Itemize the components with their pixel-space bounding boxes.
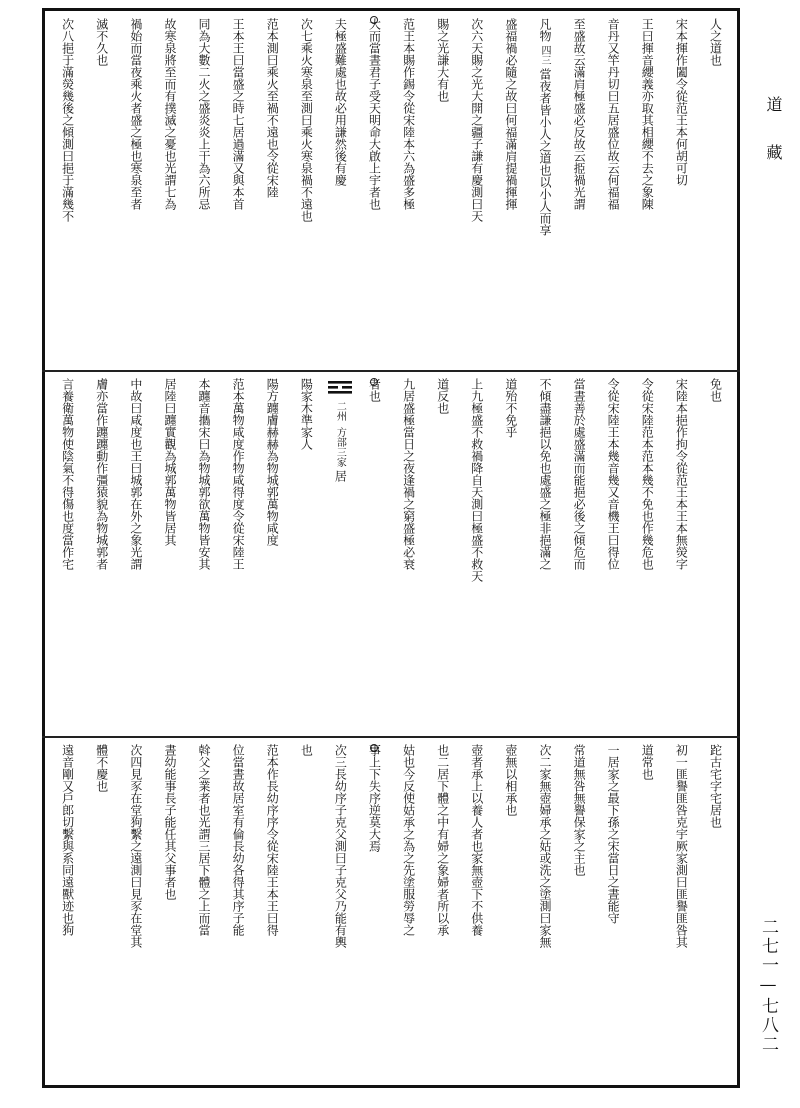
text-column bbox=[562, 744, 596, 1082]
text-column bbox=[84, 18, 118, 366]
text-column bbox=[118, 18, 152, 366]
column-text: 膚亦當作躔躔動作彊猿貌為物城郭者 bbox=[94, 378, 109, 570]
column-text: 令從宋陸范本范本幾不免也作幾危也 bbox=[640, 378, 655, 570]
text-column bbox=[630, 378, 664, 732]
text-column bbox=[596, 744, 630, 1082]
column-text: 常道無咎無譽保家之主也 bbox=[572, 744, 587, 876]
text-column bbox=[459, 18, 493, 366]
text-column bbox=[391, 378, 425, 732]
column-text: 一居家之最下孫之宋當日之晝能守 bbox=[606, 744, 621, 924]
column-text: 晝幼能事長子能任其父事者也 bbox=[162, 744, 177, 900]
text-column bbox=[323, 744, 357, 1082]
column-text: 不傾盡謙挹以免也處盛之極非挹滿之 bbox=[537, 378, 552, 570]
column-text: 次八挹于滿熒幾後之傾測曰挹于滿幾不 bbox=[60, 18, 75, 222]
text-column bbox=[289, 378, 323, 732]
column-text: 事上下失序逆莫大焉 bbox=[367, 744, 382, 852]
column-text: 賜之光謙大有也 bbox=[435, 18, 450, 102]
text-column bbox=[221, 18, 255, 366]
text-column bbox=[289, 744, 323, 1082]
column-text: 道殆不免乎 bbox=[503, 378, 518, 438]
column-text: 體不慶也 bbox=[94, 744, 109, 792]
text-column bbox=[425, 18, 459, 366]
marginal-note: 方部三家 bbox=[334, 427, 346, 467]
text-panel-top bbox=[42, 18, 740, 366]
column-text: 跎古宅字宅居也 bbox=[708, 744, 723, 828]
column-text: 居陸曰躔實觀為城郭萬物皆居其 bbox=[162, 378, 177, 546]
text-column bbox=[664, 744, 698, 1082]
column-text: 者也 bbox=[367, 378, 382, 402]
text-column bbox=[221, 378, 255, 732]
column-text: 也 bbox=[299, 744, 314, 756]
text-column bbox=[664, 18, 698, 366]
text-column bbox=[425, 744, 459, 1082]
text-column bbox=[527, 18, 561, 366]
text-column bbox=[357, 378, 391, 732]
column-text: 初一匪譽匪咎克宇厥家測曰匪譽匪咎其 bbox=[674, 744, 689, 948]
text-column bbox=[255, 18, 289, 366]
column-text: 宋陸本挹作拘令從范王本王本無熒字 bbox=[674, 378, 689, 570]
column-text: 本躔音㩦宋曰為物城郭欲萬物皆安其 bbox=[197, 378, 212, 570]
text-column bbox=[664, 378, 698, 732]
column-text: 次七乘火寒泉至測曰乘火寒泉禍不遠也 bbox=[299, 18, 314, 222]
text-column bbox=[152, 744, 186, 1082]
marginal-note: 二州 bbox=[334, 401, 346, 421]
text-column bbox=[698, 378, 732, 732]
text-column bbox=[187, 378, 221, 732]
text-column bbox=[152, 18, 186, 366]
page-number: 二七一—七八二 bbox=[758, 918, 778, 1054]
column-text: 陽家木準家人 bbox=[299, 378, 314, 450]
text-column bbox=[391, 18, 425, 366]
column-text: 壺者承上以養人者也家無壺下不供養 bbox=[469, 744, 484, 936]
text-column bbox=[187, 18, 221, 366]
column-text: 次四見豕在堂狗繫之遠測曰見豕在堂其 bbox=[128, 744, 143, 948]
text-column bbox=[527, 378, 561, 732]
text-column bbox=[459, 744, 493, 1082]
text-column bbox=[357, 18, 391, 366]
text-column bbox=[118, 744, 152, 1082]
tetragram-symbol-icon bbox=[328, 380, 352, 394]
column-text: 居 bbox=[333, 470, 348, 482]
column-text: 當夜者皆小人之道也以小人而享 bbox=[537, 68, 552, 236]
text-column bbox=[221, 744, 255, 1082]
text-panel-middle bbox=[42, 378, 740, 732]
column-text: 大而當晝君子受天明命大啟上宇者也 bbox=[367, 18, 382, 210]
column-text: 九居盛極當日之夜逢禍之窮盛極必衰 bbox=[401, 378, 416, 570]
text-column bbox=[596, 18, 630, 366]
text-column bbox=[493, 378, 527, 732]
column-text: 范本作長幼序序令從宋陸王本王曰得 bbox=[265, 744, 280, 936]
column-text: 次三長幼序子克父測曰子克父乃能有輿 bbox=[333, 744, 348, 948]
text-column bbox=[391, 744, 425, 1082]
column-text: 人之道也 bbox=[708, 18, 723, 66]
text-column bbox=[118, 378, 152, 732]
text-column bbox=[527, 744, 561, 1082]
column-text: 次二家無壺婦承之姑或洗之塗測曰家無 bbox=[537, 744, 552, 948]
column-text: 范本萬物咸度作物咸得度令從宋陸王 bbox=[231, 378, 246, 570]
column-text: 音丹又竿丹切曰五居盛位故云何福福 bbox=[606, 18, 621, 210]
text-column bbox=[187, 744, 221, 1082]
text-column bbox=[152, 378, 186, 732]
column-text: 禍始而當夜乘火者盛之極也寒泉至者 bbox=[128, 18, 143, 210]
column-text: 同為大數二火之盛炎炎上干為六所忌 bbox=[197, 18, 212, 210]
text-column bbox=[698, 18, 732, 366]
panel-divider-top bbox=[42, 370, 740, 372]
text-column bbox=[425, 378, 459, 732]
panel-divider-bottom bbox=[42, 736, 740, 738]
column-text: 凡物 bbox=[537, 18, 552, 42]
text-column bbox=[84, 378, 118, 732]
text-column bbox=[562, 378, 596, 732]
column-text: 上九極盛不救禍降自天測曰極盛不救天 bbox=[469, 378, 484, 582]
column-text: 位當晝故居室有倫長幼各得其序子能 bbox=[231, 744, 246, 936]
text-column bbox=[357, 744, 391, 1082]
marginal-note: 四三 bbox=[538, 45, 550, 65]
column-text: 中故曰咸度也王曰城郭在外之象光謂 bbox=[128, 378, 143, 570]
text-column bbox=[289, 18, 323, 366]
column-text: 王本王曰當盛之時七居過滿又與本首 bbox=[231, 18, 246, 210]
column-text: 道常也 bbox=[640, 744, 655, 780]
text-column bbox=[630, 744, 664, 1082]
text-column bbox=[255, 378, 289, 732]
column-text: 范王本賜作錫令從宋陸本六為盛多極 bbox=[401, 18, 416, 210]
column-text: 姑也今反使姑承之為之先塗服勞辱之 bbox=[401, 744, 416, 936]
text-column bbox=[255, 744, 289, 1082]
column-text: 宋本揮作闔令從范王本何胡可切 bbox=[674, 18, 689, 186]
column-text: 盛福禍必隨之故曰何福滿肩提禍揮揮 bbox=[503, 18, 518, 210]
column-text: 次六天賜之光大開之疆子謙有慶測曰天 bbox=[469, 18, 484, 222]
column-text: 令從宋陸王本幾音幾又音機王曰得位 bbox=[606, 378, 621, 570]
text-column bbox=[50, 744, 84, 1082]
column-text: 王曰揮音纓義亦取其相纓不去之象陳 bbox=[640, 18, 655, 210]
column-text: 道反也 bbox=[435, 378, 450, 414]
column-text: 陽方躔膚赫赫為物城郭萬物咸度 bbox=[265, 378, 280, 546]
text-column bbox=[562, 18, 596, 366]
text-column bbox=[50, 18, 84, 366]
book-title: 道藏 bbox=[764, 96, 783, 192]
column-text: 言養衛萬物使陰氣不得傷也度當作宅 bbox=[60, 378, 75, 570]
column-text: 也二居下體之中有婦之象婦者所以承 bbox=[435, 744, 450, 936]
column-text: 故寒泉將至而有撲滅之憂也光謂七為 bbox=[162, 18, 177, 210]
text-column bbox=[323, 18, 357, 366]
text-column bbox=[323, 378, 357, 732]
column-text: 斡父之業者也光謂三居下體之上而當 bbox=[197, 744, 212, 936]
column-text: 免也 bbox=[708, 378, 723, 402]
text-column bbox=[84, 744, 118, 1082]
column-text: 至盛故云滿肩極盛必反故云挋禍光謂 bbox=[572, 18, 587, 210]
text-panel-bottom bbox=[42, 744, 740, 1082]
text-column bbox=[698, 744, 732, 1082]
column-text: 當晝善於處盛滿而能挹必後之傾危而 bbox=[572, 378, 587, 570]
text-column bbox=[630, 18, 664, 366]
text-column bbox=[50, 378, 84, 732]
text-column bbox=[459, 378, 493, 732]
column-text: 夫極盛難處也故必用謙然後有慶 bbox=[333, 18, 348, 186]
column-text: 遠音剛又戶郎切繫與系同遠獸迹也狗 bbox=[60, 744, 75, 936]
column-text: 范本測曰乘火至禍不遠也令從宋陸 bbox=[265, 18, 280, 198]
column-text: 滅不久也 bbox=[94, 18, 109, 66]
text-column bbox=[493, 744, 527, 1082]
text-column bbox=[493, 18, 527, 366]
column-text: 壺無以相承也 bbox=[503, 744, 518, 816]
text-column bbox=[596, 378, 630, 732]
